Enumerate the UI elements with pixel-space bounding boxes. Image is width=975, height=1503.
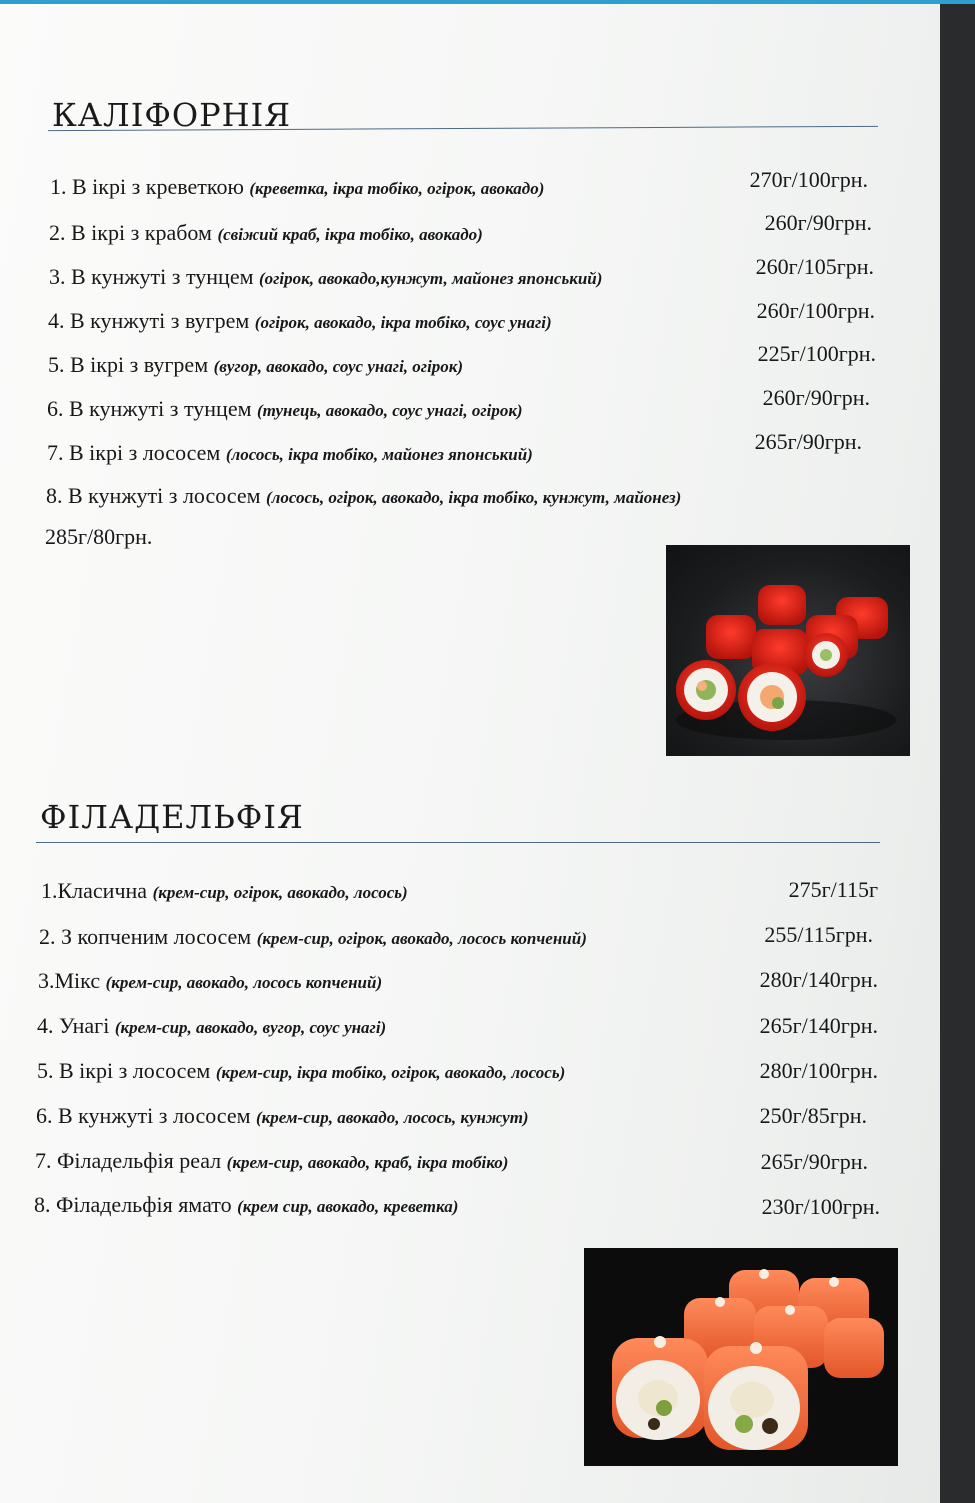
item-ingredients: (крем-сир, авокадо, вугор, соус унагі): [114, 1018, 387, 1037]
item-price: 260г/100грн.: [756, 298, 875, 323]
item-price: 255/115грн.: [764, 922, 873, 947]
item-ingredients: (свіжий краб, ікра тобіко, авокадо): [217, 225, 483, 244]
item-price: 225г/100грн.: [757, 341, 876, 366]
menu-page: [0, 4, 940, 1503]
item-price: 280г/100грн.: [759, 1058, 878, 1083]
list-item: [49, 264, 602, 292]
item-price: 285г/80грн.: [45, 524, 153, 549]
item-ingredients: (крем-сир, огірок, авокадо, лосось): [152, 883, 408, 902]
list-item: [49, 220, 483, 248]
item-ingredients: (крем-сир, авокадо, краб, ікра тобіко): [226, 1153, 509, 1172]
section-divider-philadelphia: [36, 842, 880, 843]
list-item: [46, 483, 681, 511]
california-roll-photo: [666, 545, 910, 756]
list-item: [37, 1058, 565, 1086]
item-ingredients: (лосось, ікра тобіко, майонез японський): [225, 445, 533, 464]
sushi-california-image: [666, 545, 910, 756]
item-ingredients: (крем-сир, огірок, авокадо, лосось копчений): [256, 929, 587, 948]
item-name: 6. В кунжуті з лососем: [36, 1103, 251, 1128]
item-ingredients: (крем-сир, авокадо, лосось копчений): [105, 973, 383, 992]
item-name: 4. В кунжуті з вугрем: [48, 308, 250, 333]
item-price: 275г/115г: [788, 877, 878, 902]
list-item: [39, 924, 587, 952]
item-price: 265г/90грн.: [760, 1149, 868, 1174]
list-item: [47, 396, 523, 424]
list-item: [47, 440, 533, 468]
item-ingredients: (тунець, авокадо, соус унагі, огірок): [257, 401, 523, 420]
item-ingredients: (крем-сир, ікра тобіко, огірок, авокадо, лосось): [215, 1063, 566, 1082]
item-ingredients: (огірок, авокадо, ікра тобіко, соус унагі): [254, 313, 552, 332]
list-item: [48, 352, 463, 380]
item-name: 5. В ікрі з вугрем: [48, 352, 209, 377]
item-name: 3. В кунжуті з тунцем: [49, 264, 254, 289]
item-name: 7. Філадельфія реал: [35, 1148, 222, 1173]
item-ingredients: (лосось, огірок, авокадо, ікра тобіко, кунжут, майонез): [266, 488, 682, 507]
item-name: 8. В кунжуті з лососем: [46, 483, 261, 508]
item-price: 270г/100грн.: [749, 167, 868, 192]
philadelphia-roll-photo: [584, 1248, 898, 1466]
item-name: 4. Унагі: [37, 1013, 110, 1038]
item-price: 230г/100грн.: [761, 1194, 880, 1219]
item-name: 2. З копченим лососем: [39, 924, 252, 949]
list-item: [37, 1013, 386, 1041]
item-name: 7. В ікрі з лососем: [47, 440, 221, 465]
item-ingredients: (креветка, ікра тобіко, огірок, авокадо): [249, 179, 545, 198]
item-ingredients: (крем сир, авокадо, креветка): [237, 1197, 459, 1216]
item-ingredients: (крем-сир, авокадо, лосось, кунжут): [256, 1108, 529, 1127]
item-name: 5. В ікрі з лососем: [37, 1058, 211, 1083]
item-price: 260г/90грн.: [764, 210, 872, 235]
list-item: [50, 174, 544, 202]
item-name: 2. В ікрі з крабом: [49, 220, 212, 245]
item-price: 265г/90грн.: [754, 429, 862, 454]
item-price: 280г/140грн.: [759, 967, 878, 992]
list-item: [36, 1103, 529, 1131]
section-title-philadelphia: ФІЛАДЕЛЬФІЯ: [40, 798, 304, 836]
item-name: 3.Мікс: [38, 968, 101, 993]
item-ingredients: (вугор, авокадо, соус унагі, огірок): [213, 357, 464, 376]
item-name: 6. В кунжуті з тунцем: [47, 396, 252, 421]
sushi-philadelphia-image: [584, 1248, 898, 1466]
list-item: [35, 1148, 508, 1176]
item-ingredients: (огірок, авокадо,кунжут, майонез японський): [259, 269, 603, 288]
item-name: 8. Філадельфія ямато: [34, 1192, 232, 1217]
list-item: [41, 878, 408, 906]
list-item: [38, 968, 382, 996]
item-price: 260г/105грн.: [755, 254, 874, 279]
list-item: [48, 308, 552, 336]
item-name: 1. В ікрі з креветкою: [50, 174, 244, 199]
list-item: [34, 1192, 458, 1220]
item-price: 265г/140грн.: [759, 1013, 878, 1038]
item-price: 260г/90грн.: [762, 385, 870, 410]
section-title-california: КАЛІФОРНІЯ: [52, 96, 292, 134]
item-price: 250г/85грн.: [759, 1103, 867, 1128]
item-name: 1.Класична: [41, 878, 148, 903]
